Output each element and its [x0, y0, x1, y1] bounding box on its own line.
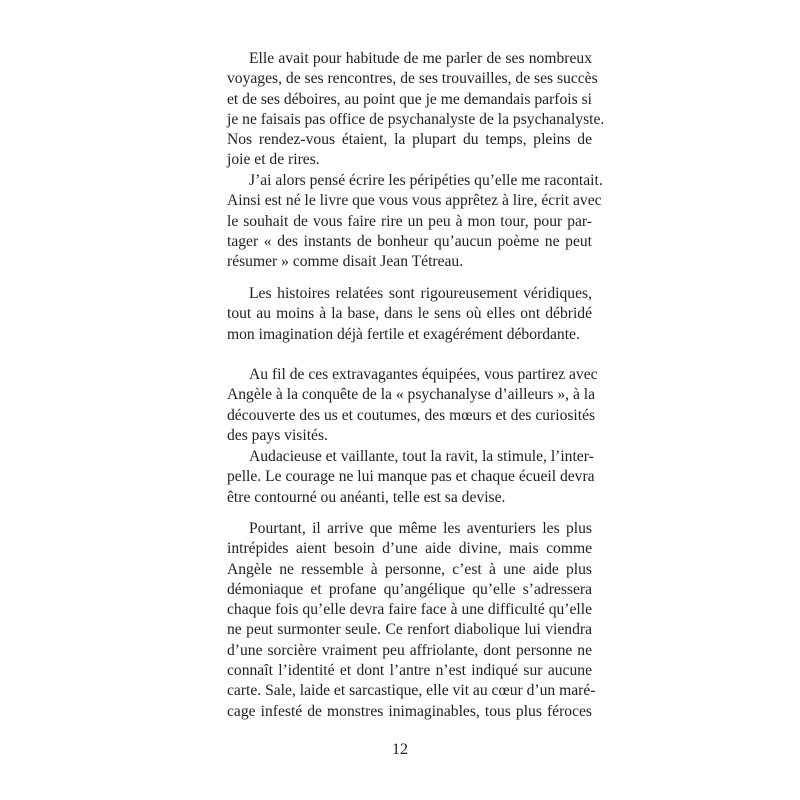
- text-line: cage infesté de monstres inimaginables, tous plus féroces: [227, 702, 592, 720]
- text-line: pelle. Le courage ne lui manque pas et chaque écueil devra: [227, 468, 595, 486]
- text-line: Angèle ne ressemble à personne, c’est à une aide plus: [227, 560, 592, 578]
- paragraph-4: [227, 365, 598, 446]
- text-line: carte. Sale, laide et sarcastique, elle vit au cœur d’un maré-: [227, 682, 596, 700]
- text-line: résumer » comme disait Jean Tétreau.: [227, 253, 464, 271]
- text-line: Pourtant, il arrive que même les aventuriers les plus: [249, 520, 592, 537]
- text-line: démoniaque et profane qu’angélique qu’elle s’adressera: [227, 580, 592, 598]
- text-line: J’ai alors pensé écrire les péripéties qu’elle me racontait.: [249, 172, 603, 189]
- text-line: tager « des instants de bonheur qu’aucun poème ne peut: [227, 232, 592, 250]
- text-line: connaît l’identité et dont l’antre n’est indiqué sur aucune: [227, 662, 592, 680]
- text-line: ne peut surmonter seule. Ce renfort diabolique lui viendra: [227, 621, 592, 639]
- text-line: Elle avait pour habitude de me parler de ses nombreux: [249, 50, 592, 67]
- text-line: Audacieuse et vaillante, tout la ravit, la stimule, l’inter-: [249, 448, 594, 465]
- text-line: Les histoires relatées sont rigoureusement véridiques,: [249, 285, 592, 302]
- text-line: Nos rendez-vous étaient, la plupart du temps, pleins de: [227, 131, 592, 149]
- text-line: chaque fois qu’elle devra faire face à une difficulté qu’elle: [227, 601, 592, 619]
- text-line: le souhait de vous faire rire un peu à mon tour, pour par-: [227, 212, 592, 230]
- paragraph-2: [227, 171, 603, 272]
- text-line: être contourné ou anéanti, telle est sa devise.: [227, 488, 506, 506]
- paragraph-3: [227, 284, 592, 345]
- text-line: je ne faisais pas office de psychanalyste de la psychanalyste.: [227, 110, 605, 128]
- text-line: tout au moins à la base, dans le sens où elles ont débridé: [227, 305, 592, 323]
- text-line: des pays visités.: [227, 426, 328, 444]
- page-number: 12: [392, 741, 408, 758]
- text-line: joie et de rires.: [227, 151, 320, 169]
- text-line: découverte des us et coutumes, des mœurs et des curiosités: [227, 406, 596, 424]
- text-line: mon imagination déjà fertile et exagérément débordante.: [227, 325, 580, 343]
- text-line: et de ses déboires, au point que je me demandais parfois si: [227, 90, 592, 108]
- paragraph-5: [227, 447, 595, 508]
- text-line: intrépides aient besoin d’une aide divine, mais comme: [227, 540, 592, 558]
- text-line: voyages, de ses rencontres, de ses trouvailles, de ses succès: [227, 70, 598, 88]
- text-line: Ainsi est né le livre que vous vous apprêtez à lire, écrit avec: [227, 192, 602, 210]
- text-line: Au fil de ces extravagantes équipées, vous partirez avec: [249, 366, 598, 383]
- text-line: Angèle à la conquête de la « psychanalyse d’ailleurs », à la: [227, 386, 596, 404]
- paragraph-6: [227, 519, 596, 722]
- paragraph-1: [227, 49, 605, 171]
- text-line: d’une sorcière vraiment peu affriolante, dont personne ne: [227, 641, 592, 659]
